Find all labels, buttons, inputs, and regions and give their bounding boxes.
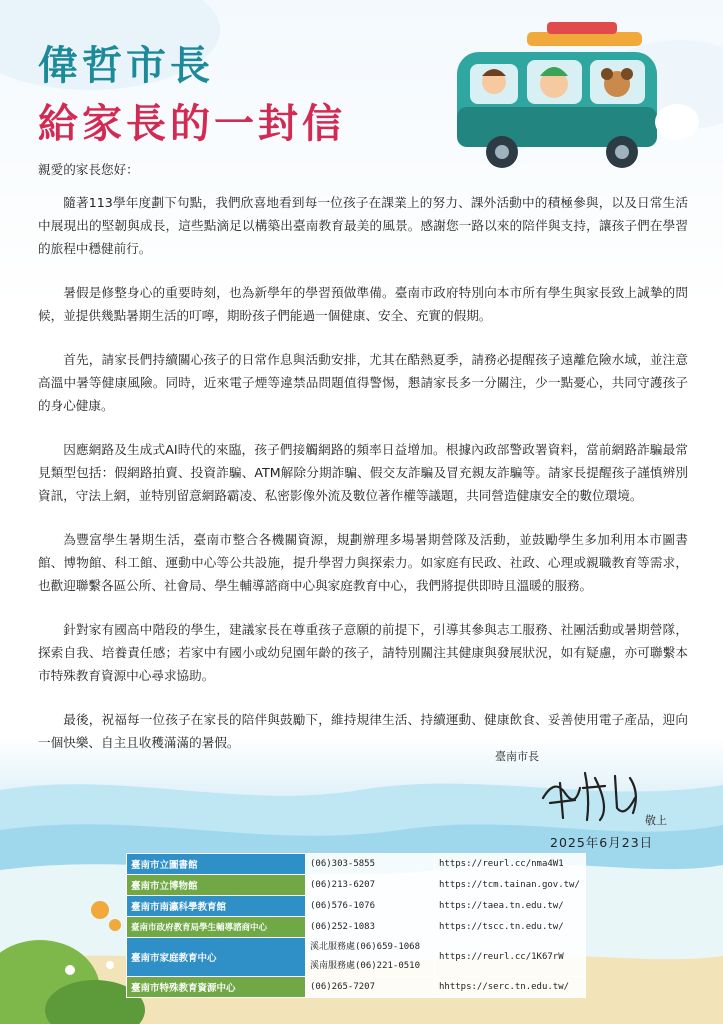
letter-greeting: 親愛的家長您好：	[38, 162, 139, 177]
signature-block	[495, 748, 685, 858]
contact-url[interactable]: https://taea.tn.edu.tw/	[435, 896, 586, 917]
contact-phone: (06)265-7207	[306, 977, 435, 998]
table-row	[127, 917, 586, 938]
contact-phone: (06)303-5855	[306, 854, 435, 875]
page-title-line2: 給家長的一封信	[38, 101, 346, 147]
handwritten-signature	[535, 758, 655, 828]
signature-date: 2025年6月23日	[550, 835, 654, 850]
table-row	[127, 875, 586, 896]
letter-body	[38, 158, 688, 775]
table-row	[127, 896, 586, 917]
van-illustration	[452, 12, 702, 177]
contact-name: 臺南市立圖書館	[127, 854, 306, 875]
letter-paragraph: 為豐富學生暑期生活，臺南市整合各機關資源，規劃辦理多場暑期營隊及活動，並鼓勵學生多加利用本市圖書館、博物館、科工館、運動中心等公共設施，提升學習力與探索力。如家庭有民政、社政、心理或親職教育等需求，也歡迎聯繫各區公所、社會局、學生輔導諮商中心與家庭教育中心，我們將提供即時且溫暖的服務。	[38, 532, 688, 593]
contact-url[interactable]: hhttps://serc.tn.edu.tw/	[435, 977, 586, 998]
contact-name: 臺南市政府教育局學生輔導諮商中心	[127, 917, 306, 938]
contact-name: 臺南市立博物館	[127, 875, 306, 896]
letter-paragraph: 隨著113學年度劃下句點，我們欣喜地看到每一位孩子在課業上的努力、課外活動中的積極參與，以及日常生活中展現出的堅韌與成長，這些點滴足以構築出臺南教育最美的風景。感謝您一路以來的陪伴與支持，讓孩子們在學習的旅程中穩健前行。	[38, 195, 688, 256]
letter-paragraph: 最後，祝福每一位孩子在家長的陪伴與鼓勵下，維持規律生活、持續運動、健康飲食、妥善使用電子產品，迎向一個快樂、自主且收穫滿滿的暑假。	[38, 712, 688, 750]
signature-title: 臺南市長	[495, 750, 539, 763]
table-row	[127, 854, 586, 875]
contact-name: 臺南市南瀛科學教育館	[127, 896, 306, 917]
page-title-line1: 偉哲市長	[38, 43, 214, 89]
contact-phone-line: 溪南服務處(06)221-0510	[310, 961, 421, 971]
contact-table	[126, 853, 586, 998]
contact-phone	[306, 938, 435, 977]
contact-name: 臺南市家庭教育中心	[127, 938, 306, 977]
letter-paragraph: 針對家有國高中階段的學生，建議家長在尊重孩子意願的前提下，引導其參與志工服務、社團活動或暑期營隊，探索自我、培養責任感；若家中有國小或幼兒園年齡的孩子，請特別關注其健康與發展狀況，如有疑慮，亦可聯繫本市特殊教育資源中心尋求協助。	[38, 622, 688, 683]
contact-phone: (06)213-6207	[306, 875, 435, 896]
letter-paragraph: 首先，請家長們持續關心孩子的日常作息與活動安排，尤其在酷熱夏季，請務必提醒孩子遠離危險水域，並注意高溫中暑等健康風險。同時，近來電子煙等違禁品問題值得警惕，懇請家長多一分關注，少一點憂心，共同守護孩子的身心健康。	[38, 352, 688, 413]
contact-phone: (06)576-1076	[306, 896, 435, 917]
contact-url[interactable]: https://reurl.cc/nma4W1	[435, 854, 586, 875]
contact-url[interactable]: https://tcm.tainan.gov.tw/	[435, 875, 586, 896]
letter-paragraph: 暑假是修整身心的重要時刻，也為新學年的學習預做準備。臺南市政府特別向本市所有學生與家長致上誠摯的問候，並提供幾點暑期生活的叮嚀，期盼孩子們能過一個健康、安全、充實的假期。	[38, 285, 688, 323]
contact-url[interactable]: https://reurl.cc/1K67rW	[435, 938, 586, 977]
signature-respect: 敬上	[645, 814, 667, 827]
contact-url[interactable]: https://tscc.tn.edu.tw/	[435, 917, 586, 938]
contact-phone: (06)252-1083	[306, 917, 435, 938]
table-row	[127, 977, 586, 998]
contact-name: 臺南市特殊教育資源中心	[127, 977, 306, 998]
contact-phone-line: 溪北服務處(06)659-1068	[310, 942, 421, 952]
table-row	[127, 938, 586, 977]
letter-paragraph: 因應網路及生成式AI時代的來臨，孩子們接觸網路的頻率日益增加。根據內政部警政署資料，當前網路詐騙最常見類型包括：假網路拍賣、投資詐騙、ATM解除分期詐騙、假交友詐騙及冒充親友詐騙等。請家長提醒孩子謹慎辨別資訊，守法上網，並特別留意網路霸凌、私密影像外流及數位著作權等議題，共同營造健康安全的數位環境。	[38, 442, 688, 503]
